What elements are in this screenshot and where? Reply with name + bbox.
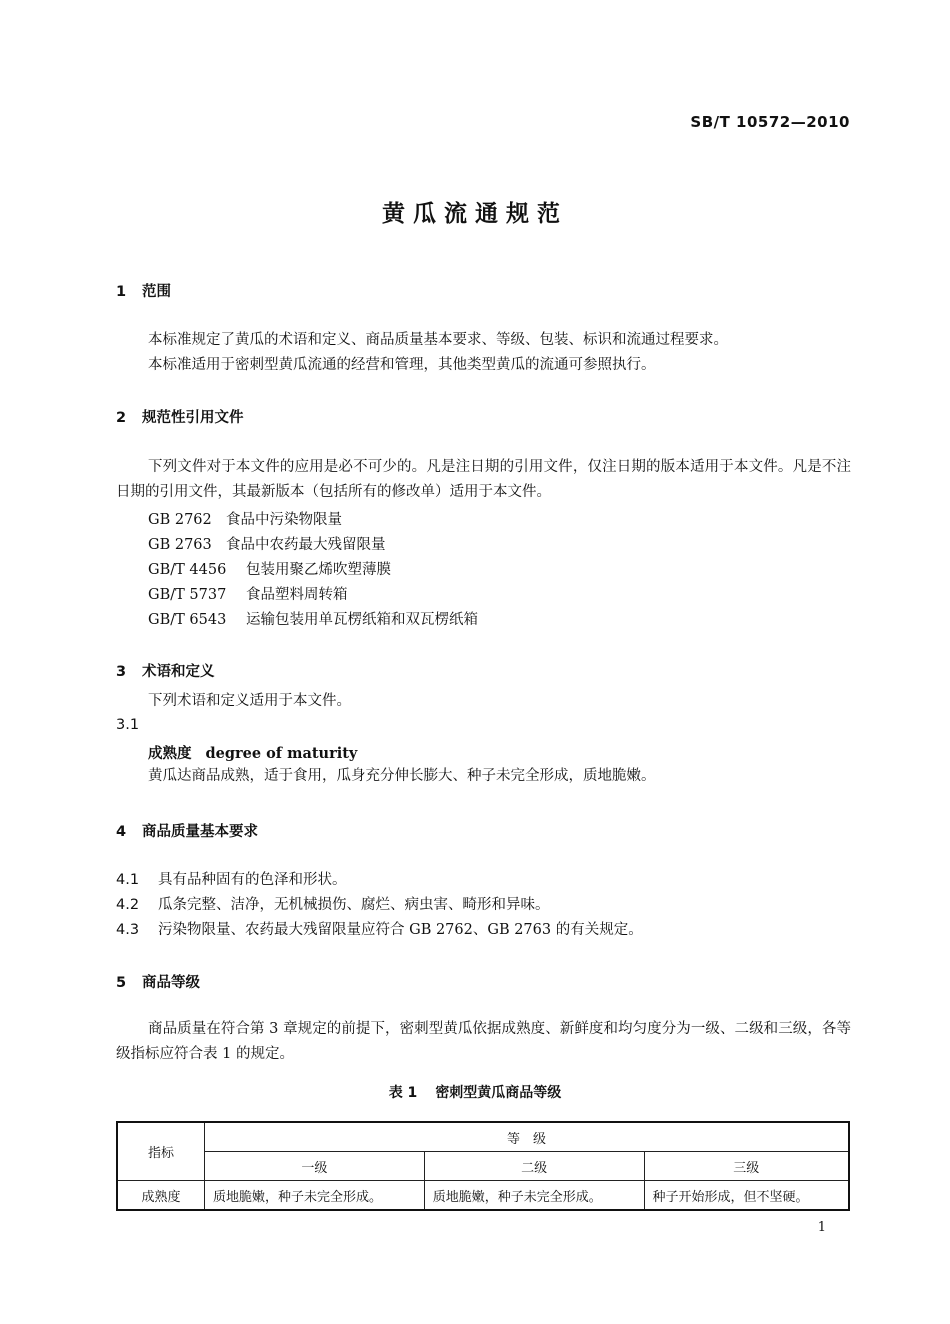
grading-paragraph: 商品质量在符合第 3 章规定的前提下，密刺型黄瓜依据成熟度、新鲜度和均匀度分为一级、二级和三级，各等级指标应符合表 1 的规定。 (116, 1021, 851, 1062)
section-number: 2 (116, 410, 127, 426)
section-3-heading (116, 660, 215, 681)
term-english: degree of maturity (205, 745, 358, 762)
reference-item (148, 608, 478, 629)
section-2-heading (116, 406, 244, 427)
section-title: 术语和定义 (142, 664, 215, 680)
clause-text: 瓜条完整、洁净，无机械损伤、腐烂、病虫害、畸形和异味。 (158, 897, 550, 913)
table-title: 密刺型黄瓜商品等级 (435, 1085, 562, 1101)
clause-3-1-number (116, 717, 158, 733)
row-indicator: 成熟度 (117, 1181, 205, 1211)
section-number: 4 (116, 824, 127, 840)
table-label: 表 1 (388, 1085, 418, 1101)
section-1-heading (116, 280, 171, 301)
reference-code: GB/T 4456 (148, 562, 227, 578)
section-title: 规范性引用文件 (142, 410, 244, 426)
standard-code: SB/T 10572—2010 (690, 113, 850, 131)
scope-paragraph-1: 本标准规定了黄瓜的术语和定义、商品质量基本要求、等级、包装、标识和流通过程要求。 (148, 332, 728, 348)
grade-column-header: 二级 (424, 1152, 644, 1181)
grade-header: 等 级 (205, 1122, 850, 1152)
reference-item (148, 533, 386, 554)
reference-item (148, 508, 342, 529)
reference-code: GB/T 6543 (148, 612, 227, 628)
table-cell: 种子开始形成，但不坚硬。 (644, 1181, 849, 1211)
clause-number: 4.3 (116, 922, 140, 938)
section-title: 商品等级 (142, 975, 200, 991)
clause-text: 污染物限量、农药最大残留限量应符合 GB 2762、GB 2763 的有关规定。 (158, 922, 643, 938)
clause-number: 4.1 (116, 872, 140, 888)
page-number: 1 (817, 1220, 826, 1235)
section-title: 商品质量基本要求 (142, 824, 258, 840)
table-cell: 质地脆嫩，种子未完全形成。 (205, 1181, 425, 1211)
clause-number: 4.2 (116, 897, 140, 913)
clause-item (116, 893, 550, 914)
normative-references-intro: 下列文件对于本文件的应用是必不可少的。凡是注日期的引用文件，仅注日期的版本适用于本文件。凡是不注日期的引用文件，其最新版本（包括所有的修改单）适用于本文件。 (116, 459, 851, 500)
clause-number: 3.1 (116, 717, 140, 733)
scope-paragraph-2: 本标准适用于密刺型黄瓜流通的经营和管理，其他类型黄瓜的流通可参照执行。 (148, 357, 656, 373)
reference-title: 食品中污染物限量 (226, 512, 342, 528)
section-number: 3 (116, 664, 127, 680)
term-chinese: 成熟度 (148, 745, 192, 762)
section-number: 5 (116, 975, 127, 991)
reference-item (148, 558, 391, 579)
section-5-heading (116, 971, 200, 992)
reference-title: 运输包装用单瓦楞纸箱和双瓦楞纸箱 (246, 612, 478, 628)
reference-title: 食品塑料周转箱 (246, 587, 348, 603)
reference-code: GB 2763 (148, 537, 212, 553)
reference-title: 包装用聚乙烯吹塑薄膜 (246, 562, 391, 578)
grade-column-header: 三级 (644, 1152, 849, 1181)
reference-code: GB/T 5737 (148, 587, 227, 603)
document-title: 黄瓜流通规范 (382, 201, 568, 227)
reference-item (148, 583, 348, 604)
table-row (117, 1181, 849, 1211)
table-caption (0, 1082, 950, 1102)
clause-text: 具有品种固有的色泽和形状。 (158, 872, 347, 888)
section-number: 1 (116, 284, 127, 300)
table-cell: 质地脆嫩，种子未完全形成。 (424, 1181, 644, 1211)
clause-item (116, 918, 643, 939)
section-title: 范围 (142, 284, 171, 300)
reference-code: GB 2762 (148, 512, 212, 528)
term-entry (148, 742, 357, 763)
term-definition: 黄瓜达商品成熟，适于食用，瓜身充分伸长膨大、种子未完全形成，质地脆嫩。 (148, 768, 656, 784)
clause-item (116, 868, 347, 889)
indicator-header: 指标 (117, 1122, 205, 1181)
grade-column-header: 一级 (205, 1152, 425, 1181)
terms-intro: 下列术语和定义适用于本文件。 (148, 693, 351, 709)
reference-title: 食品中农药最大残留限量 (226, 537, 386, 553)
grade-table (116, 1121, 850, 1211)
section-4-heading (116, 820, 258, 841)
